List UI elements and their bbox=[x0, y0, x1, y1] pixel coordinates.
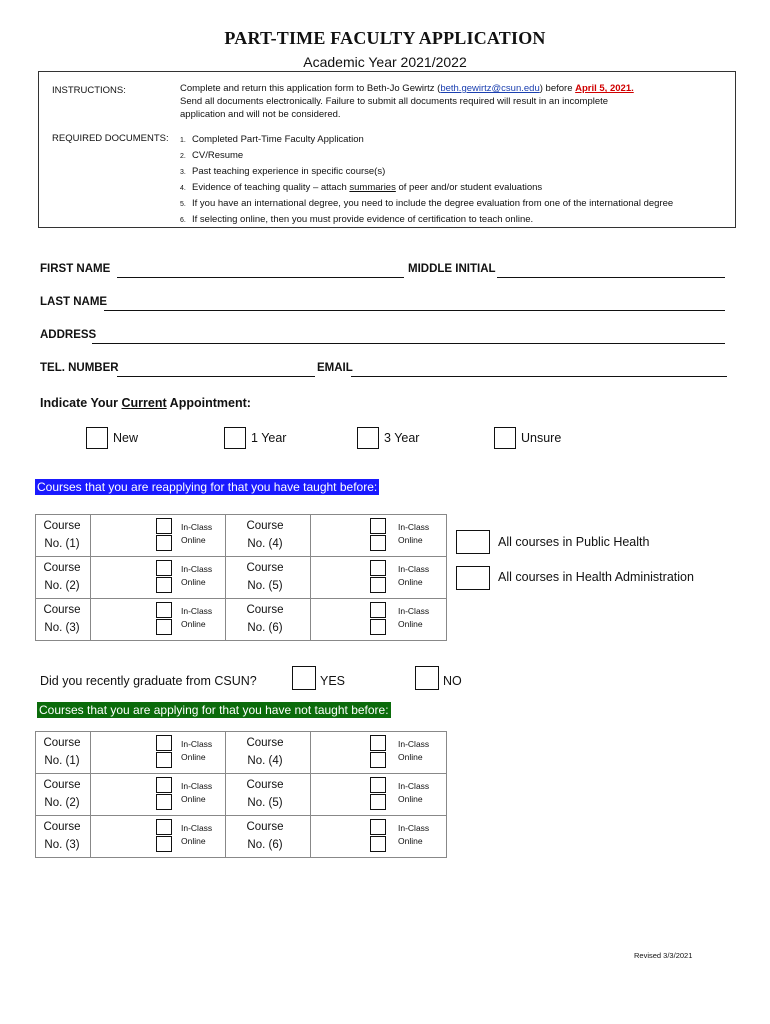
course-label-5 bbox=[242, 776, 288, 812]
course-label-line: Course bbox=[246, 737, 284, 749]
in-class-label: In-Class bbox=[398, 823, 430, 833]
middle-initial-label: MIDDLE INITIAL bbox=[408, 263, 496, 275]
instructions-text-part: ) before bbox=[539, 83, 576, 94]
course-label-line: Course bbox=[246, 821, 284, 833]
course-number: No. (6) bbox=[247, 622, 283, 634]
course-label-line: Course bbox=[246, 779, 284, 791]
course-number: No. (3) bbox=[44, 839, 80, 851]
appointment-new-checkbox[interactable] bbox=[86, 427, 108, 449]
in-class-label: In-Class bbox=[398, 564, 430, 574]
course-label-line: Course bbox=[43, 737, 81, 749]
reapply-in-class-checkbox-2[interactable] bbox=[156, 560, 172, 576]
reapply-online-checkbox-4[interactable] bbox=[370, 535, 386, 551]
online-label: Online bbox=[181, 794, 206, 804]
course-label-line: Course bbox=[246, 604, 284, 616]
list-item: 2. CV/Resume bbox=[180, 150, 244, 161]
new-courses-banner: Courses that you are applying for that you have not taught before: bbox=[39, 703, 389, 717]
course-number: No. (5) bbox=[247, 580, 283, 592]
in-class-label: In-Class bbox=[398, 739, 430, 749]
graduate-no-checkbox[interactable] bbox=[415, 666, 439, 690]
graduate-yes-checkbox[interactable] bbox=[292, 666, 316, 690]
list-item: 5. If you have an international degree, you need to include the degree evaluation from one of the international degree bbox=[180, 198, 674, 209]
deadline-text: April 5, 2021. bbox=[575, 83, 634, 94]
course-number: No. (5) bbox=[247, 797, 283, 809]
online-label: Online bbox=[398, 577, 423, 587]
course-number: No. (2) bbox=[44, 580, 80, 592]
new-in-class-checkbox-4[interactable] bbox=[370, 735, 386, 751]
graduate-yes-label: YES bbox=[320, 674, 346, 688]
online-label: Online bbox=[398, 752, 423, 762]
new-online-checkbox-2[interactable] bbox=[156, 794, 172, 810]
course-number: No. (4) bbox=[247, 538, 283, 550]
middle-initial-input[interactable] bbox=[497, 277, 725, 278]
instructions-label: INSTRUCTIONS: bbox=[52, 85, 126, 96]
list-item: 3. Past teaching experience in specific course(s) bbox=[180, 166, 386, 177]
in-class-label: In-Class bbox=[398, 522, 430, 532]
course-number: No. (4) bbox=[247, 755, 283, 767]
tel-number-label: TEL. NUMBER bbox=[40, 362, 119, 374]
reapply-in-class-checkbox-1[interactable] bbox=[156, 518, 172, 534]
reapply-in-class-checkbox-5[interactable] bbox=[370, 560, 386, 576]
course-label-line: Course bbox=[43, 604, 81, 616]
course-label-4 bbox=[242, 734, 288, 770]
course-label-4 bbox=[242, 517, 288, 553]
instructions-line-3: application and will not be considered. bbox=[180, 109, 341, 120]
course-label-line: Course bbox=[43, 520, 81, 532]
new-in-class-checkbox-5[interactable] bbox=[370, 777, 386, 793]
online-label: Online bbox=[181, 619, 206, 629]
email-input[interactable] bbox=[351, 376, 727, 377]
course-number: No. (3) bbox=[44, 622, 80, 634]
revised-date: Revised 3/3/2021 bbox=[634, 951, 693, 960]
course-label-line: Course bbox=[43, 779, 81, 791]
contact-email-link[interactable]: beth.gewirtz@csun.edu bbox=[440, 83, 540, 94]
online-label: Online bbox=[181, 752, 206, 762]
course-label-6 bbox=[242, 601, 288, 637]
online-label: Online bbox=[398, 619, 423, 629]
course-number: No. (2) bbox=[44, 797, 80, 809]
required-documents-list bbox=[180, 132, 673, 228]
course-label-2 bbox=[39, 776, 85, 812]
appointment-1-year-label: 1 Year bbox=[251, 431, 287, 445]
course-number: No. (1) bbox=[44, 755, 80, 767]
course-number: No. (1) bbox=[44, 538, 80, 550]
appointment-1-year-checkbox[interactable] bbox=[224, 427, 246, 449]
online-label: Online bbox=[181, 836, 206, 846]
course-label-line: Course bbox=[43, 562, 81, 574]
all-health-admin-label: All courses in Health Administration bbox=[498, 570, 694, 584]
new-in-class-checkbox-1[interactable] bbox=[156, 735, 172, 751]
list-item: 1. Completed Part-Time Faculty Application bbox=[180, 134, 364, 145]
appointment-prompt: Indicate Your Current Appointment: bbox=[40, 396, 251, 410]
all-health-admin-checkbox[interactable] bbox=[456, 566, 490, 590]
tel-number-input[interactable] bbox=[117, 376, 315, 377]
online-label: Online bbox=[398, 535, 423, 545]
first-name-label: FIRST NAME bbox=[40, 263, 111, 275]
in-class-label: In-Class bbox=[181, 522, 213, 532]
reapply-online-checkbox-5[interactable] bbox=[370, 577, 386, 593]
reapply-banner: Courses that you are reapplying for that you have taught before: bbox=[37, 480, 378, 494]
new-online-checkbox-5[interactable] bbox=[370, 794, 386, 810]
online-label: Online bbox=[181, 577, 206, 587]
email-label: EMAIL bbox=[317, 362, 353, 374]
first-name-input[interactable] bbox=[117, 277, 404, 278]
in-class-label: In-Class bbox=[181, 564, 213, 574]
appointment-unsure-label: Unsure bbox=[521, 431, 562, 445]
graduate-no-label: NO bbox=[443, 674, 462, 688]
in-class-label: In-Class bbox=[398, 781, 430, 791]
reapply-online-checkbox-6[interactable] bbox=[370, 619, 386, 635]
course-label-2 bbox=[39, 559, 85, 595]
in-class-label: In-Class bbox=[181, 781, 213, 791]
course-number: No. (6) bbox=[247, 839, 283, 851]
address-input[interactable] bbox=[92, 343, 725, 344]
in-class-label: In-Class bbox=[181, 823, 213, 833]
appointment-unsure-checkbox[interactable] bbox=[494, 427, 516, 449]
in-class-label: In-Class bbox=[398, 606, 430, 616]
list-item: 6. If selecting online, then you must provide evidence of certification to teach online. bbox=[180, 214, 534, 225]
page-subtitle: Academic Year 2021/2022 bbox=[303, 54, 467, 70]
graduate-question: Did you recently graduate from CSUN? bbox=[40, 674, 257, 688]
reapply-in-class-checkbox-4[interactable] bbox=[370, 518, 386, 534]
new-in-class-checkbox-2[interactable] bbox=[156, 777, 172, 793]
all-public-health-checkbox[interactable] bbox=[456, 530, 490, 554]
reapply-online-checkbox-2[interactable] bbox=[156, 577, 172, 593]
online-label: Online bbox=[181, 535, 206, 545]
appointment-3-year-label: 3 Year bbox=[384, 431, 420, 445]
new-in-class-checkbox-3[interactable] bbox=[156, 819, 172, 835]
reapply-in-class-checkbox-3[interactable] bbox=[156, 602, 172, 618]
new-online-checkbox-6[interactable] bbox=[370, 836, 386, 852]
new-online-checkbox-4[interactable] bbox=[370, 752, 386, 768]
course-label-line: Course bbox=[43, 821, 81, 833]
course-label-1 bbox=[39, 734, 85, 770]
required-documents-label: REQUIRED DOCUMENTS: bbox=[52, 133, 169, 144]
online-label: Online bbox=[398, 836, 423, 846]
address-label: ADDRESS bbox=[40, 329, 97, 341]
instructions-text bbox=[180, 82, 730, 121]
course-label-6 bbox=[242, 818, 288, 854]
online-label: Online bbox=[398, 794, 423, 804]
new-online-checkbox-3[interactable] bbox=[156, 836, 172, 852]
appointment-new-label: New bbox=[113, 431, 139, 445]
in-class-label: In-Class bbox=[181, 606, 213, 616]
reapply-in-class-checkbox-6[interactable] bbox=[370, 602, 386, 618]
in-class-label: In-Class bbox=[181, 739, 213, 749]
course-label-line: Course bbox=[246, 520, 284, 532]
reapply-online-checkbox-3[interactable] bbox=[156, 619, 172, 635]
course-label-1 bbox=[39, 517, 85, 553]
all-public-health-label: All courses in Public Health bbox=[498, 535, 650, 549]
new-online-checkbox-1[interactable] bbox=[156, 752, 172, 768]
instructions-line-2: Send all documents electronically. Failure to submit all documents required will result in an incomplete bbox=[180, 96, 609, 107]
course-label-3 bbox=[39, 601, 85, 637]
page-title: PART-TIME FACULTY APPLICATION bbox=[224, 28, 546, 48]
course-label-line: Course bbox=[246, 562, 284, 574]
list-item: 4. Evidence of teaching quality – attach summaries of peer and/or student evaluations bbox=[180, 182, 543, 193]
reapply-online-checkbox-1[interactable] bbox=[156, 535, 172, 551]
course-label-5 bbox=[242, 559, 288, 595]
course-label-3 bbox=[39, 818, 85, 854]
last-name-input[interactable] bbox=[104, 310, 725, 311]
appointment-3-year-checkbox[interactable] bbox=[357, 427, 379, 449]
instructions-text-part: Complete and return this application form to Beth-Jo Gewirtz ( bbox=[180, 83, 441, 94]
last-name-label: LAST NAME bbox=[40, 296, 108, 308]
new-in-class-checkbox-6[interactable] bbox=[370, 819, 386, 835]
